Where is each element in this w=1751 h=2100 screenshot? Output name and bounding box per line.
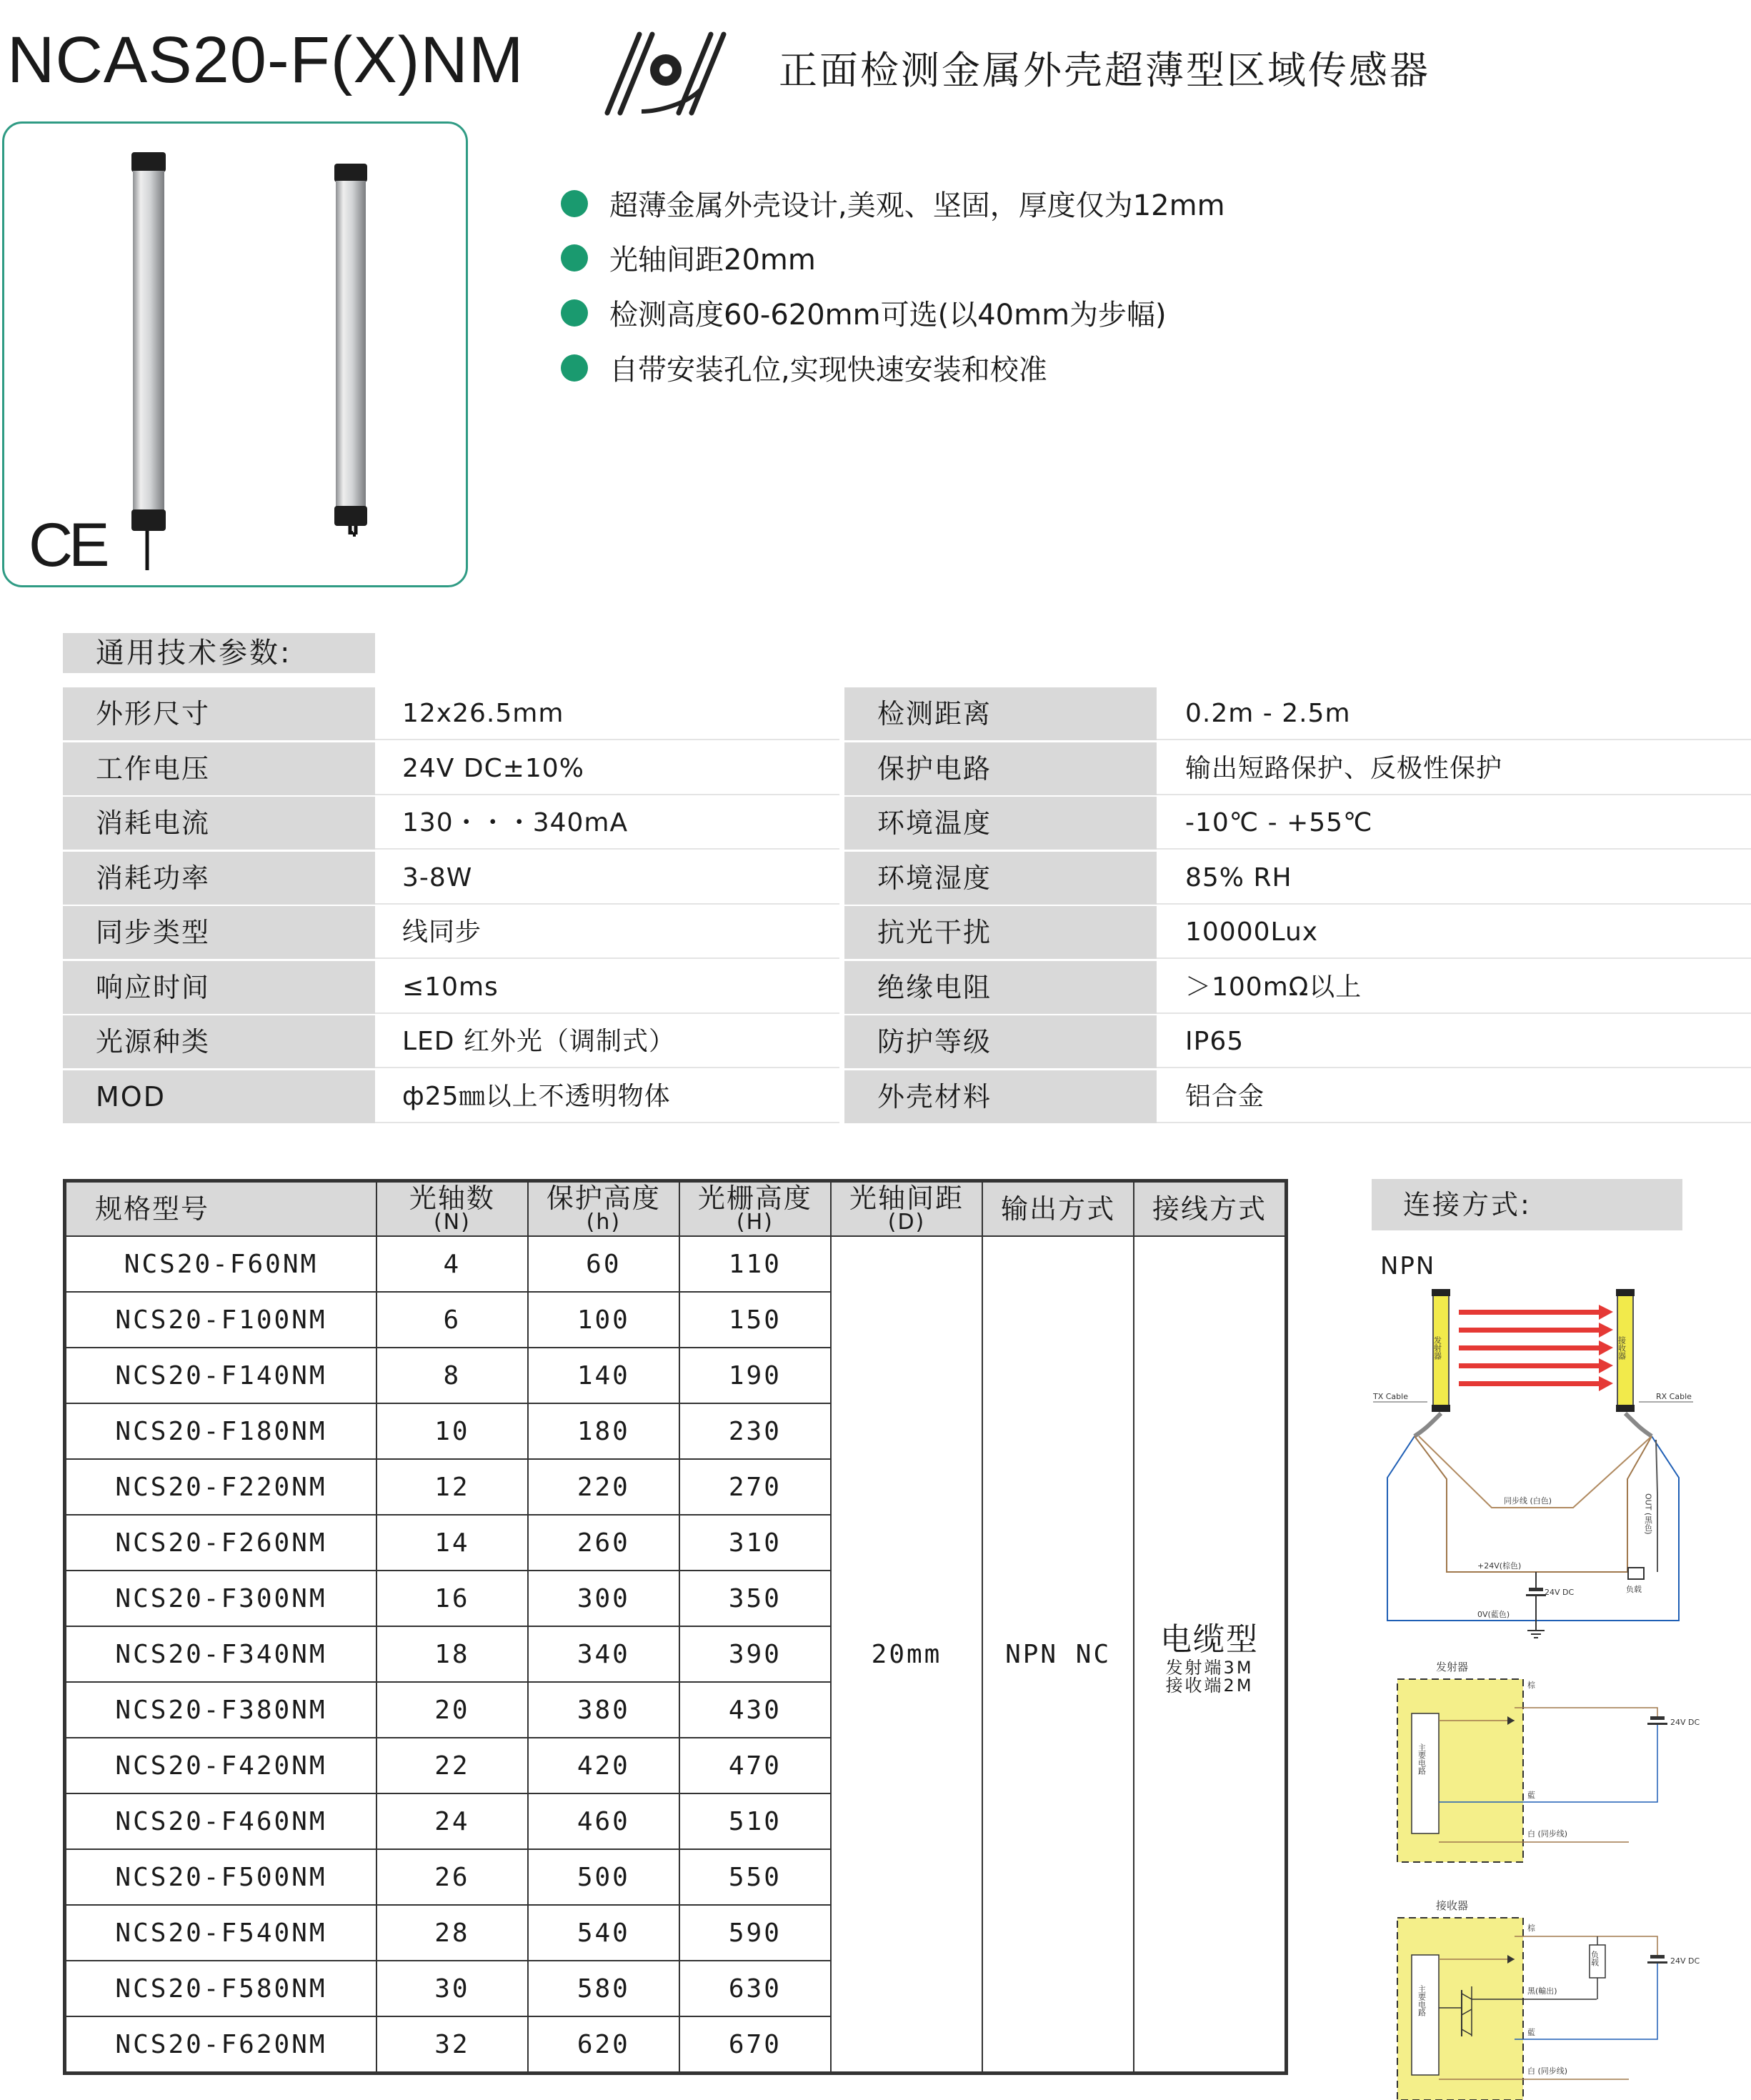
axes-cell: 30 [376,1961,528,2016]
general-spec-heading: 通用技术参数: [63,633,375,673]
model-cell: NCS20-F100NM [66,1292,376,1348]
feature-text: 光轴间距20mm [609,244,816,277]
axes-cell: 8 [376,1348,528,1403]
dc-label: 24V DC [1545,1588,1575,1597]
grating-height-cell: 310 [679,1515,831,1571]
model-cell: NCS20-F420NM [66,1738,376,1793]
protect-height-cell: 340 [528,1626,679,1682]
protect-height-cell: 100 [528,1292,679,1348]
header-output: 输出方式 [982,1182,1134,1236]
feature-item [561,237,816,278]
grating-height-cell: 190 [679,1348,831,1403]
model-table-header [66,1182,1285,1236]
v0-wire-label: 0V(藍色) [1477,1610,1510,1619]
protect-height-cell: 180 [528,1403,679,1459]
table-row [66,1236,1285,1292]
axes-cell: 26 [376,1849,528,1905]
spec-row [63,1015,1751,1070]
spec-value: 铝合金 [1157,1070,1751,1123]
spec-value: 12x26.5mm [375,687,839,740]
grating-height-cell: 670 [679,2016,831,2072]
load-icon [1628,1568,1644,1579]
model-cell: NCS20-F500NM [66,1849,376,1905]
spec-label: 响应时间 [63,961,375,1014]
grating-height-cell: 350 [679,1571,831,1626]
model-table [63,1179,1288,2075]
spec-value: 线同步 [375,906,839,959]
grating-height-cell: 590 [679,1905,831,1961]
receiver-circuit-title: 接收器 [1436,1899,1469,1912]
grating-height-cell: 510 [679,1793,831,1849]
spec-value: IP65 [1157,1015,1751,1068]
grating-height-cell: 470 [679,1738,831,1793]
receiver-black-label: 黑(輸出) [1527,1986,1557,1996]
connection-heading: 连接方式: [1372,1179,1682,1230]
protect-height-cell: 260 [528,1515,679,1571]
tx-cable-label: TX Cable [1373,1392,1408,1401]
axes-cell: 22 [376,1738,528,1793]
grating-height-cell: 230 [679,1403,831,1459]
protect-height-cell: 220 [528,1459,679,1515]
protect-height-cell: 540 [528,1905,679,1961]
wiring-tx: 发射端3M [1165,1657,1254,1678]
pitch-cell: 20mm [831,1236,982,2072]
header-axes: 光轴数 (N) [376,1182,528,1236]
axes-cell: 10 [376,1403,528,1459]
model-cell: NCS20-F460NM [66,1793,376,1849]
battery-icon [1529,1588,1543,1591]
emitter-main-circuit-label: 主要电路 [1417,1743,1427,1775]
axes-cell: 4 [376,1236,528,1292]
spec-label: 环境温度 [844,797,1157,850]
beam-arrows [1459,1305,1613,1391]
wiring-cell [1134,1236,1285,2072]
protect-height-cell: 460 [528,1793,679,1849]
bullet-icon [561,244,588,272]
grating-height-cell: 550 [679,1849,831,1905]
spec-value: ф25㎜以上不透明物体 [375,1070,839,1123]
spec-label: 光源种类 [63,1015,375,1068]
spec-value: 输出短路保护、反极性保护 [1157,742,1751,795]
model-cell: NCS20-F300NM [66,1571,376,1626]
spec-label: 检测距离 [844,687,1157,740]
grating-height-cell: 110 [679,1236,831,1292]
spec-value: 10000Lux [1157,906,1751,959]
spec-label: 环境湿度 [844,852,1157,905]
protect-height-cell: 420 [528,1738,679,1793]
spec-label: 消耗电流 [63,797,375,850]
rx-cable-label: RX Cable [1656,1392,1692,1401]
feature-item [561,183,1225,224]
feature-text: 自带安装孔位,实现快速安装和校准 [609,354,1047,387]
spec-value: 85% RH [1157,852,1751,905]
spec-label: 工作电压 [63,742,375,795]
receiver-dc-label: 24V DC [1670,1956,1700,1966]
v24-wire-label: +24V(棕色) [1477,1561,1522,1571]
protect-height-cell: 300 [528,1571,679,1626]
protect-height-cell: 620 [528,2016,679,2072]
receiver-brown-label: 棕 [1527,1924,1535,1933]
spec-row [63,1070,1751,1125]
spec-label: 外壳材料 [844,1070,1157,1123]
spec-label: 保护电路 [844,742,1157,795]
protect-height-cell: 500 [528,1849,679,1905]
model-cell: NCS20-F340NM [66,1626,376,1682]
sync-wire-label: 同步线 (白色) [1504,1496,1552,1506]
ce-mark: CE [29,511,106,579]
header-protect-height: 保护高度 (h) [528,1182,679,1236]
axes-cell: 14 [376,1515,528,1571]
wiring-diagram [1357,1279,1751,2100]
bullet-icon [561,190,588,217]
axes-cell: 6 [376,1292,528,1348]
spec-row [63,961,1751,1015]
wiring-rx: 接收端2M [1165,1676,1254,1696]
spec-label: 消耗功率 [63,852,375,905]
axes-cell: 28 [376,1905,528,1961]
receiver-white-label: 白 (同步线) [1527,2066,1568,2076]
axes-cell: 12 [376,1459,528,1515]
feature-text: 检测高度60-620mm可选(以40mm为步幅) [609,299,1167,332]
brand-logo-icon [572,27,743,120]
receiver-main-circuit-label: 主要电路 [1417,1985,1427,2016]
model-cell: NCS20-F180NM [66,1403,376,1459]
protect-height-cell: 140 [528,1348,679,1403]
spec-row [63,906,1751,960]
load-label: 负载 [1626,1585,1642,1594]
header-model: 规格型号 [66,1182,376,1236]
axes-cell: 18 [376,1626,528,1682]
grating-height-cell: 150 [679,1292,831,1348]
feature-item [561,292,1167,333]
spec-row [63,742,1751,797]
spec-value: 3-8W [375,852,839,905]
grating-height-cell: 390 [679,1626,831,1682]
spec-value: ＞100mΩ以上 [1157,961,1751,1014]
spec-value: LED 红外光（调制式） [375,1015,839,1068]
out-wire-label: OUT (黑色) [1643,1493,1653,1535]
connection-type-label: NPN [1380,1252,1436,1280]
header-grating-height: 光栅高度 (H) [679,1182,831,1236]
grating-height-cell: 630 [679,1961,831,2016]
grating-height-cell: 270 [679,1459,831,1515]
spec-value: ≤10ms [375,961,839,1014]
receiver-blue-label: 藍 [1527,2028,1535,2037]
model-title: NCAS20-F(X)NM [7,24,524,96]
axes-cell: 24 [376,1793,528,1849]
axes-cell: 20 [376,1682,528,1738]
header-wiring: 接线方式 [1134,1182,1285,1236]
spec-label: MOD [63,1070,375,1123]
model-cell: NCS20-F620NM [66,2016,376,2072]
output-cell: NPN NC [982,1236,1134,2072]
axes-cell: 16 [376,1571,528,1626]
model-cell: NCS20-F540NM [66,1905,376,1961]
emitter-brown-label: 棕 [1527,1681,1535,1690]
axes-cell: 32 [376,2016,528,2072]
protect-height-cell: 60 [528,1236,679,1292]
spec-label: 绝缘电阻 [844,961,1157,1014]
protect-height-cell: 580 [528,1961,679,2016]
spec-value: 0.2m - 2.5m [1157,687,1751,740]
feature-item [561,347,1047,388]
emitter-blue-label: 藍 [1527,1791,1535,1800]
spec-label: 同步类型 [63,906,375,959]
model-cell: NCS20-F380NM [66,1682,376,1738]
emitter-circuit-title: 发射器 [1436,1661,1469,1673]
model-cell: NCS20-F140NM [66,1348,376,1403]
spec-value: -10℃ - +55℃ [1157,797,1751,850]
spec-row [63,797,1751,851]
spec-label: 防护等级 [844,1015,1157,1068]
receiver-bar-label: 接收器 [1617,1336,1627,1360]
emitter-bar-label: 发射器 [1432,1336,1442,1360]
model-cell: NCS20-F580NM [66,1961,376,2016]
model-cell: NCS20-F260NM [66,1515,376,1571]
wiring-main: 电缆型 [1160,1621,1259,1658]
product-subtitle: 正面检测金属外壳超薄型区域传感器 [779,48,1430,93]
emitter-dc-label: 24V DC [1670,1718,1700,1727]
receiver-load-label: 负载 [1590,1951,1600,1966]
spec-value: 130・・・340mA [375,797,839,850]
model-cell: NCS20-F220NM [66,1459,376,1515]
spec-value: 24V DC±10% [375,742,839,795]
emitter-white-label: 白 (同步线) [1527,1829,1568,1838]
spec-label: 抗光干扰 [844,906,1157,959]
spec-row [63,852,1751,906]
grating-height-cell: 430 [679,1682,831,1738]
spec-label: 外形尺寸 [63,687,375,740]
spec-row [63,687,1751,742]
bullet-icon [561,354,588,382]
header-pitch: 光轴间距 (D) [831,1182,982,1236]
protect-height-cell: 380 [528,1682,679,1738]
model-cell: NCS20-F60NM [66,1236,376,1292]
bullet-icon [561,299,588,327]
feature-text: 超薄金属外壳设计,美观、坚固，厚度仅为12mm [609,189,1225,222]
